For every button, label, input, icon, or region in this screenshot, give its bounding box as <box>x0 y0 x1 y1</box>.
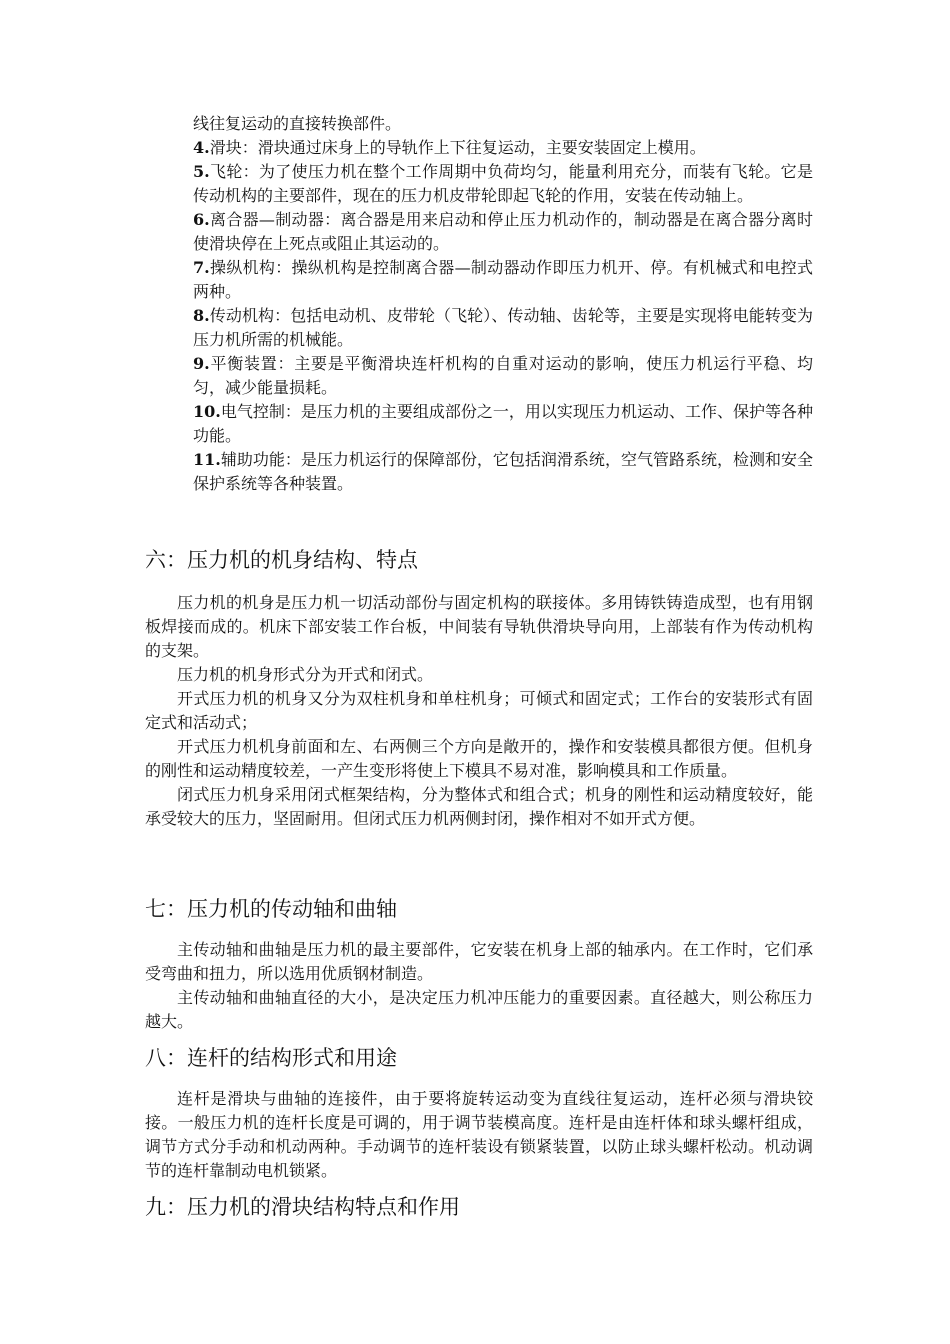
list-item <box>193 352 813 400</box>
list-item-number: 8. <box>193 306 210 325</box>
list-item-text: 平衡装置：主要是平衡滑块连杆机构的自重对运动的影响，使压力机运行平稳、均匀，减少能量损耗。 <box>193 354 813 397</box>
list-item <box>193 400 813 448</box>
list-item-number: 7. <box>193 258 210 277</box>
list-item <box>193 208 813 256</box>
section-frame-structure <box>145 546 813 831</box>
list-item-text: 辅助功能：是压力机运行的保障部份，它包括润滑系统，空气管路系统，检测和安全保护系统等各种装置。 <box>193 450 813 493</box>
list-item-text: 操纵机构：操纵机构是控制离合器—制动器动作即压力机开、停。有机械式和电控式两种。 <box>193 258 813 301</box>
section-body <box>145 591 813 831</box>
paragraph: 压力机的机身形式分为开式和闭式。 <box>177 665 434 684</box>
section-drive-shaft <box>145 895 813 1034</box>
list-item-number: 11. <box>193 450 221 469</box>
paragraph: 开式压力机机身前面和左、右两侧三个方向是敞开的，操作和安装模具都很方便。但机身的刚性和运动精度较差，一产生变形将使上下模具不易对准，影响模具和工作质量。 <box>145 737 813 780</box>
list-item-text: 离合器—制动器：离合器是用来启动和停止压力机动作的，制动器是在离合器分离时使滑块停在上死点或阻止其运动的。 <box>193 210 813 253</box>
list-item <box>193 256 813 304</box>
section-heading: 六：压力机的机身结构、特点 <box>145 548 418 572</box>
list-item-number: 9. <box>193 354 210 373</box>
list-item <box>193 448 813 496</box>
section-heading: 八：连杆的结构形式和用途 <box>145 1046 397 1070</box>
list-continuation: 线往复运动的直接转换部件。 <box>193 114 402 133</box>
section-heading: 九：压力机的滑块结构特点和作用 <box>145 1195 460 1219</box>
list-item-text: 飞轮：为了使压力机在整个工作周期中负荷均匀，能量利用充分，而装有飞轮。它是传动机构的主要部件，现在的压力机皮带轮即起飞轮的作用，安装在传动轴上。 <box>193 162 813 205</box>
list-item <box>193 304 813 352</box>
list-item <box>193 136 813 160</box>
list-item <box>193 160 813 208</box>
component-list <box>193 112 813 496</box>
paragraph: 连杆是滑块与曲轴的连接件，由于要将旋转运动变为直线往复运动，连杆必须与滑块铰接。一般压力机的连杆长度是可调的，用于调节装模高度。连杆是由连杆体和球头螺杆组成，调节方式分手动和机动两种。手动调节的连杆装设有锁紧装置，以防止球头螺杆松动。机动调节的连杆靠制动电机锁紧。 <box>145 1089 813 1180</box>
section-connecting-rod <box>145 1044 813 1183</box>
list-item-number: 4. <box>193 138 210 157</box>
list-item-number: 10. <box>193 402 221 421</box>
list-item-text: 传动机构：包括电动机、皮带轮（飞轮）、传动轴、齿轮等，主要是实现将电能转变为压力机所需的机械能。 <box>193 306 813 349</box>
paragraph: 主传动轴和曲轴直径的大小，是决定压力机冲压能力的重要因素。直径越大，则公称压力越大。 <box>145 988 813 1031</box>
list-item-number: 6. <box>193 210 210 229</box>
section-body <box>145 938 813 1034</box>
list-item-text: 滑块：滑块通过床身上的导轨作上下往复运动，主要安装固定上模用。 <box>209 138 706 157</box>
list-item-number: 5. <box>193 162 210 181</box>
paragraph: 主传动轴和曲轴是压力机的最主要部件，它安装在机身上部的轴承内。在工作时，它们承受弯曲和扭力，所以选用优质钢材制造。 <box>145 940 813 983</box>
list-item-text: 电气控制：是压力机的主要组成部份之一，用以实现压力机运动、工作、保护等各种功能。 <box>193 402 813 445</box>
paragraph: 压力机的机身是压力机一切活动部份与固定机构的联接体。多用铸铁铸造成型，也有用钢板焊接而成的。机床下部安装工作台板，中间装有导轨供滑块导向用，上部装有作为传动机构的支架。 <box>145 593 813 660</box>
section-slider <box>145 1193 813 1221</box>
section-heading: 七：压力机的传动轴和曲轴 <box>145 897 397 921</box>
paragraph: 闭式压力机身采用闭式框架结构，分为整体式和组合式；机身的刚性和运动精度较好，能承受较大的压力，坚固耐用。但闭式压力机两侧封闭，操作相对不如开式方便。 <box>145 785 813 828</box>
paragraph: 开式压力机的机身又分为双柱机身和单柱机身；可倾式和固定式；工作台的安装形式有固定式和活动式； <box>145 689 813 732</box>
section-body <box>145 1087 813 1183</box>
